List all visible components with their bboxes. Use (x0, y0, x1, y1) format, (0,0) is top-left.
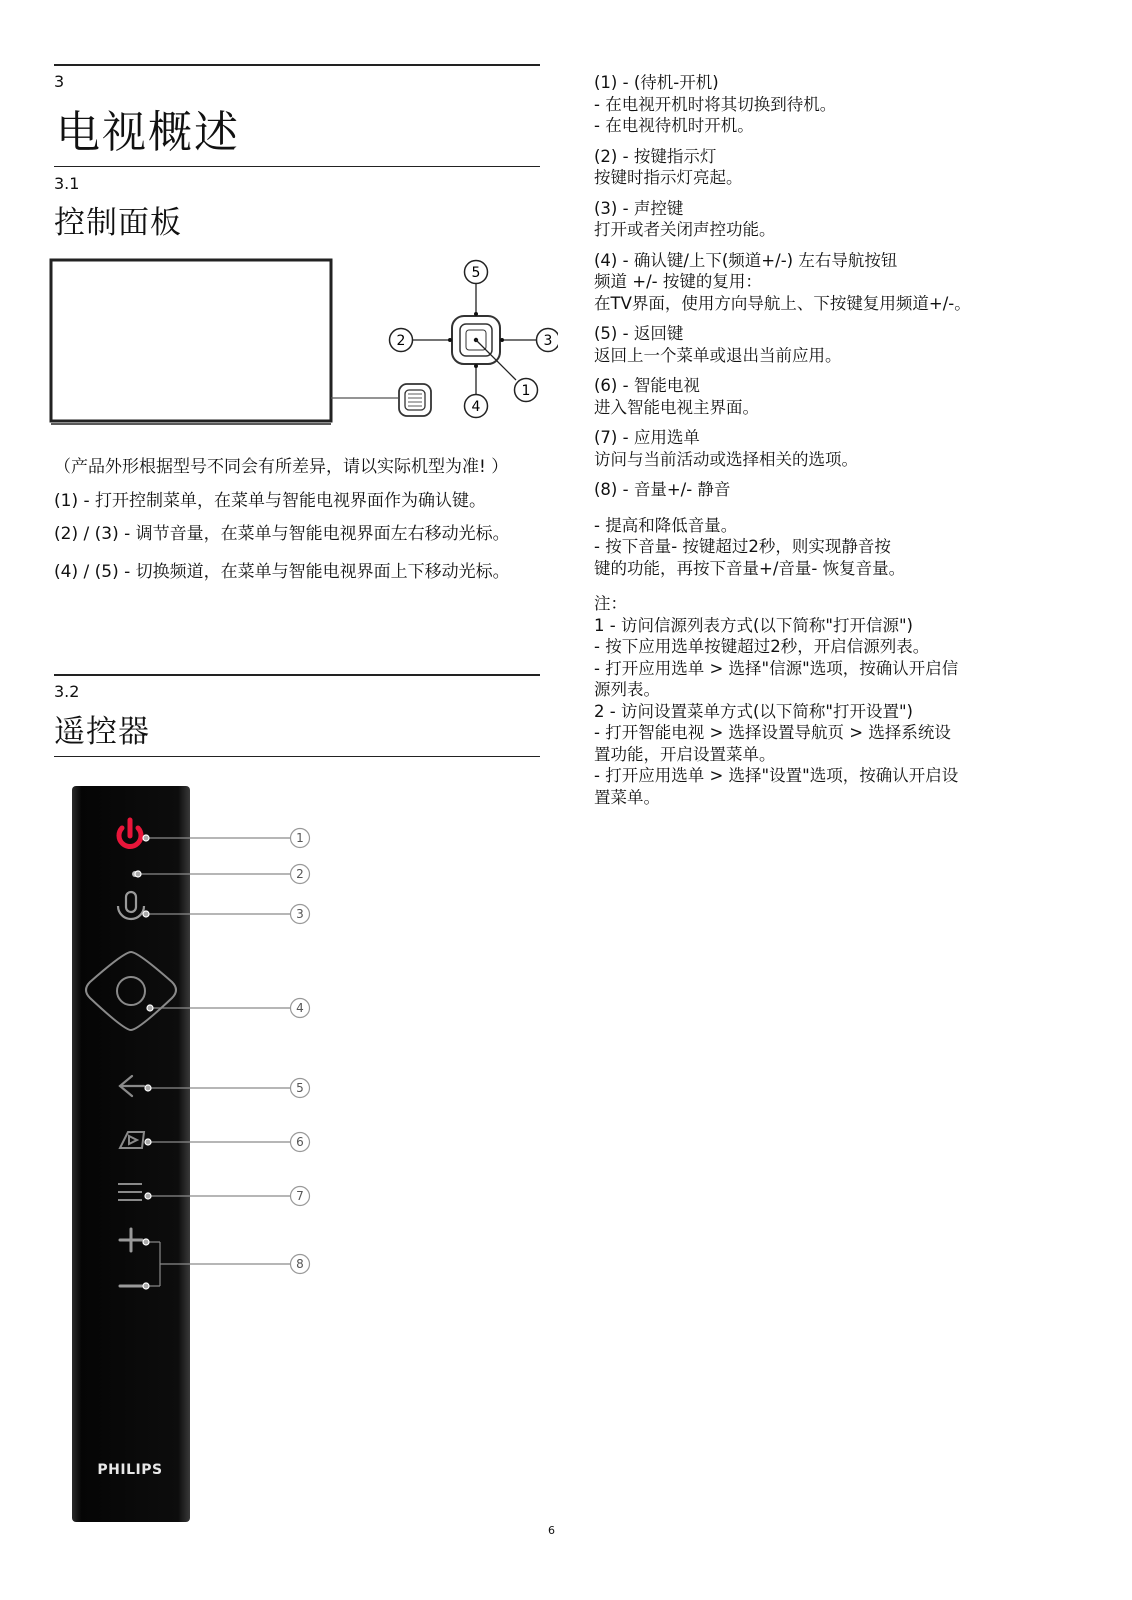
callout-1 (515, 379, 538, 402)
section-3-2-bottom-rule (54, 756, 540, 757)
remote-callout-5: 5 (296, 1081, 304, 1095)
text-line: (1) - (待机-开机) (594, 73, 719, 92)
block-app-menu (594, 427, 1034, 470)
remote-callout-8: 8 (296, 1257, 304, 1271)
text-line: 访问与当前活动或选择相关的选项。 (594, 449, 858, 469)
text-line: 源列表。 (594, 680, 660, 699)
text-line: - 在电视待机时开机。 (594, 116, 754, 135)
remote-callout-7: 7 (296, 1189, 304, 1203)
block-notes (594, 593, 1034, 808)
section-3-1-text (54, 456, 542, 594)
callout-3 (537, 329, 559, 352)
chapter-title: 电视概述 (56, 107, 240, 158)
block-indicator (594, 146, 1034, 189)
text-line: 注： (594, 594, 627, 613)
svg-text:5: 5 (471, 265, 481, 281)
text-line: (6) - 智能电视 (594, 376, 700, 395)
text-line: (8) - 音量+/- 静音 (594, 480, 731, 499)
block-volume-desc (594, 515, 1034, 580)
remote-callout-3: 3 (296, 907, 304, 921)
text-line: (7) - 应用选单 (594, 428, 700, 447)
block-voice (594, 198, 1034, 241)
section-3-1-title: 控制面板 (54, 205, 182, 241)
text-line: - 按下应用选单按键超过2秒，开启信源列表。 (594, 637, 930, 656)
text-line: - 在电视开机时将其切换到待机。 (594, 94, 837, 114)
remote-callout-2: 2 (296, 867, 304, 881)
paragraph-2: (2) / (3) - 调节音量，在菜单与智能电视界面左右移动光标。 (54, 524, 510, 544)
chapter-top-rule (54, 64, 540, 66)
text-line: 键的功能，再按下音量+/音量- 恢复音量。 (594, 558, 906, 578)
remote-callout-4: 4 (296, 1001, 304, 1015)
section-3-2-number: 3.2 (54, 682, 80, 701)
text-line: 打开或者关闭声控功能。 (594, 220, 776, 239)
paragraph-3: (4) / (5) - 切换频道，在菜单与智能电视界面上下移动光标。 (54, 562, 510, 582)
text-line: - 打开智能电视 > 选择设置导航页 > 选择系统设 (594, 723, 951, 742)
text-line: - 打开应用选单 > 选择"设置"选项，按确认开启设 (594, 766, 959, 785)
chapter-number: 3 (54, 72, 65, 91)
section-3-2-title: 遥控器 (54, 714, 150, 750)
svg-text:3: 3 (543, 333, 553, 349)
block-ok-nav (594, 250, 1034, 315)
text-line: 频道 +/- 按键的复用： (594, 272, 762, 291)
text-line: - 提高和降低音量。 (594, 515, 738, 535)
text-line: 1 - 访问信源列表方式(以下简称"打开信源") (594, 615, 913, 635)
small-joystick-icon (399, 384, 431, 416)
callout-4 (465, 395, 488, 418)
callout-5 (465, 261, 488, 284)
section-3-1-rule (54, 166, 540, 167)
block-back (594, 323, 1034, 366)
svg-text:4: 4 (471, 399, 481, 415)
text-line: - 打开应用选单 > 选择"信源"选项，按确认开启信 (594, 658, 959, 678)
text-line: (4) - 确认键/上下(频道+/-) 左右导航按钮 (594, 250, 898, 270)
block-power (594, 72, 1034, 137)
text-line: (3) - 声控键 (594, 198, 684, 218)
text-line: 在TV界面，使用方向导航上、下按键复用频道+/-。 (594, 293, 971, 313)
brand-logo: PHILIPS (97, 1462, 163, 1478)
section-3-2-rule (54, 674, 540, 676)
remote-callout-1: 1 (296, 831, 304, 845)
text-line: 2 - 访问设置菜单方式(以下简称"打开设置") (594, 701, 913, 721)
control-panel-diagram (48, 256, 558, 436)
remote-callout-6: 6 (296, 1135, 304, 1149)
remote-control-diagram (66, 786, 336, 1524)
text-line: 进入智能电视主界面。 (594, 397, 759, 417)
block-smart-tv (594, 375, 1034, 418)
text-line: (5) - 返回键 (594, 324, 684, 343)
text-line: 按键时指示灯亮起。 (594, 168, 743, 187)
paragraph-1: (1) - 打开控制菜单，在菜单与智能电视界面作为确认键。 (54, 491, 487, 511)
section-3-1-number: 3.1 (54, 174, 80, 193)
text-line: - 按下音量- 按键超过2秒，则实现静音按 (594, 537, 891, 556)
page-number: 6 (548, 1524, 555, 1537)
block-volume-title (594, 479, 1034, 501)
svg-text:1: 1 (521, 383, 531, 399)
callout-2 (390, 329, 413, 352)
svg-text:2: 2 (396, 333, 406, 349)
text-line: (2) - 按键指示灯 (594, 146, 717, 166)
tv-outline (51, 260, 331, 421)
text-line: 置功能，开启设置菜单。 (594, 744, 776, 764)
text-line: 返回上一个菜单或退出当前应用。 (594, 345, 842, 365)
remote-body (72, 786, 190, 1522)
note-paragraph: （产品外形根据型号不同会有所差异，请以实际机型为准! ） (54, 457, 509, 477)
right-column (594, 72, 1034, 817)
text-line: 置菜单。 (594, 787, 660, 807)
